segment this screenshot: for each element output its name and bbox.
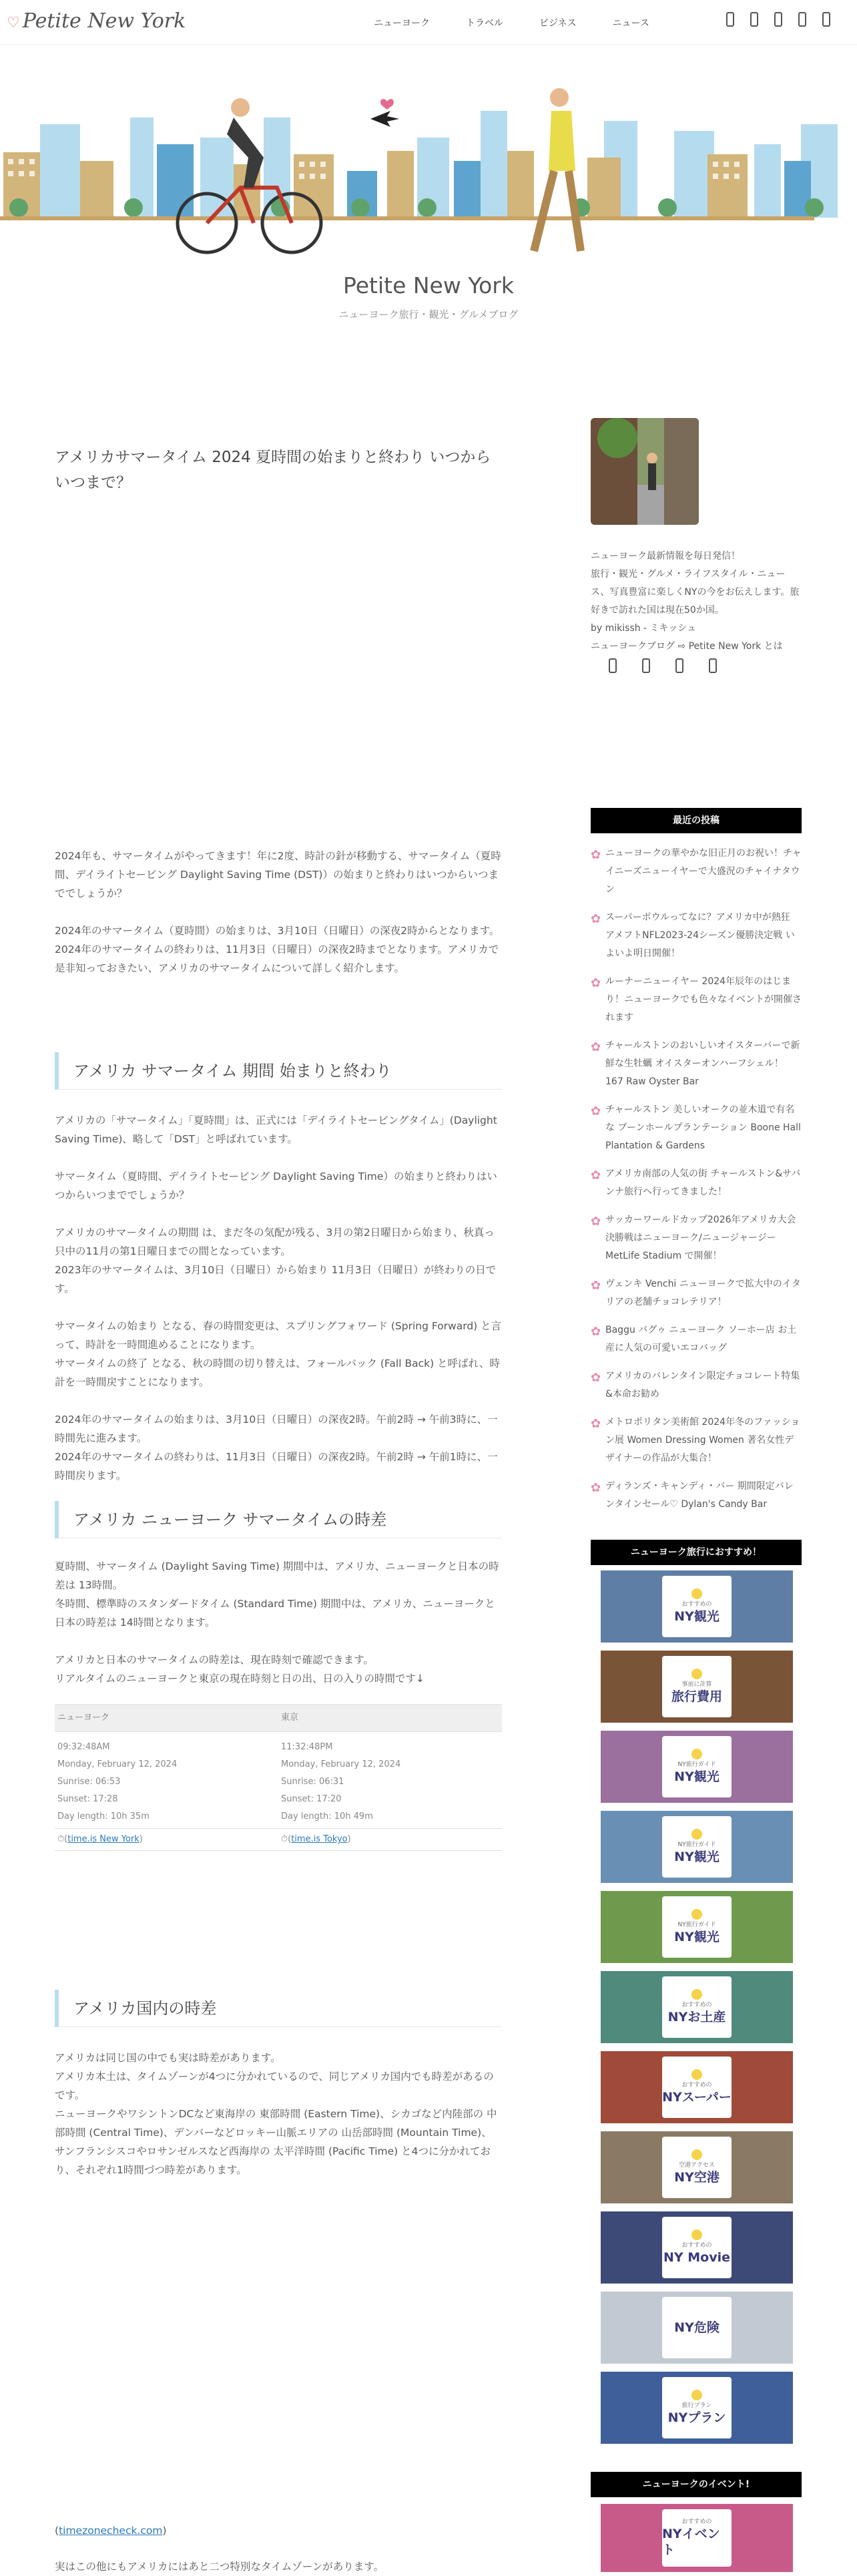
banner-card xyxy=(662,2297,732,2358)
paragraph: 冬時間、標準時のスタンダードタイム (Standard Time) 期間中は、アメリカ、ニューヨークと日本の時差は 14時間となります。 xyxy=(55,1598,495,1629)
banner-kicker: おすすめの xyxy=(681,2002,712,2008)
banner-label: NYスーパー xyxy=(662,2090,732,2105)
banner-label: NY観光 xyxy=(674,1769,720,1784)
banner-kicker: おすすめの xyxy=(681,2519,712,2525)
tokyo-daylength: Day length: 10h 49m xyxy=(281,1811,373,1821)
recommend-title: ニューヨーク旅行におすすめ！ xyxy=(591,1540,802,1565)
top-bar xyxy=(0,0,857,45)
banner-card xyxy=(662,1976,732,2038)
airplane-illustration xyxy=(370,99,399,127)
heading-ny-time-difference: アメリカ ニューヨーク サマータイムの時差 xyxy=(55,1501,502,1538)
ny-daylength: Day length: 10h 35m xyxy=(57,1811,150,1821)
recent-post-item[interactable] xyxy=(591,1275,802,1311)
paragraph: アメリカは同じ国の中でも実は時差があります。 xyxy=(55,2052,281,2064)
banner-kicker: NY旅行ガイド xyxy=(677,1761,716,1768)
recent-post-link[interactable]: ニューヨークの華やかな旧正月のお祝い！チャイニーズニューイヤーで大盛況のチャイナタウン xyxy=(605,848,802,895)
flower-icon: ✿ xyxy=(591,1215,601,1229)
intro-paragraph-2: 2024年のサマータイム（夏時間）の始まりは、3月10日（日曜日）の深夜2時からとなります。2024年のサマータイムの終わりは、11月3日（日曜日）の深夜2時までとなります。アメリカで是非知っておきたい、アメリカのサマータイムについて詳しく紹介します。 xyxy=(55,925,500,974)
timeis-tokyo-link[interactable]: time.is Tokyo xyxy=(291,1834,348,1844)
heading-dst-period: アメリカ サマータイム 期間 始まりと終わり xyxy=(55,1052,502,1090)
recent-post-item[interactable] xyxy=(591,973,802,1027)
paragraph: サマータイム（夏時間、デイライトセービング Daylight Saving Time）の始まりと終わりはいつからいつまででしょうか？ xyxy=(55,1170,497,1201)
nav-item-news[interactable]: ニュース xyxy=(612,18,649,29)
source-link-line: (timezonecheck.com) xyxy=(55,2525,167,2537)
instagram-icon[interactable] xyxy=(726,12,734,27)
badge-icon xyxy=(691,1588,702,1599)
nav-item-business[interactable]: ビジネス xyxy=(539,18,577,29)
flower-icon: ✿ xyxy=(591,976,601,990)
nav-item-travel[interactable]: トラベル xyxy=(466,18,503,29)
paragraph: 2024年のサマータイムの終わりは、11月3日（日曜日）の深夜2時。午前2時 → 午前1時に、一時間戻ります。 xyxy=(55,1451,498,1482)
recent-post-link[interactable]: スーパーボウルってなに？アメリカ中が熱狂 アメフトNFL2023-24シーズン優勝決定戦 いよいよ明日開催！ xyxy=(605,912,795,959)
banner-ny-plan[interactable] xyxy=(601,2372,793,2444)
paragraph: 2024年のサマータイムの始まりは、3月10日（日曜日）の深夜2時。午前2時 → 午前3時に、一時間先に進みます。 xyxy=(55,1414,498,1444)
events-title: ニューヨークのイベント! xyxy=(591,2472,802,2497)
recent-post-item[interactable] xyxy=(591,1211,802,1265)
banner-label: NY空港 xyxy=(674,2170,720,2185)
flower-icon: ✿ xyxy=(591,1040,601,1054)
header-social xyxy=(726,12,846,27)
paragraph: アメリカのサマータイムの期間 は、まだ冬の気配が残る、3月の第2日曜日から始まり、秋真っ只中の11月の第1日曜日までの間となっています。 xyxy=(55,1227,495,1257)
clock-link-cell: ⏱(time.is Tokyo) xyxy=(281,1834,351,1844)
recommend-banners xyxy=(601,1570,793,2452)
flower-icon: ✿ xyxy=(591,1325,601,1339)
clock-tokyo xyxy=(278,1732,502,1826)
banner-kicker: NY旅行ガイド xyxy=(677,1842,716,1848)
banner-ny-movie[interactable] xyxy=(601,2211,793,2284)
profile-about-link[interactable]: ニューヨークブログ ⇨ Petite New York とは xyxy=(591,641,783,652)
ny-sunrise: Sunrise: 06:53 xyxy=(57,1777,121,1787)
banner-card xyxy=(662,2057,732,2118)
recent-post-link[interactable]: チャールストン 美しいオークの並木道で有名な ブーンホールプランテーション Boone Hall Plantation & Gardens xyxy=(605,1104,801,1151)
world-clock-widget xyxy=(55,1704,502,1851)
banner-card xyxy=(662,1816,732,1878)
tokyo-sunrise: Sunrise: 06:31 xyxy=(281,1777,344,1787)
recent-post-item[interactable] xyxy=(591,1321,802,1357)
banner-card xyxy=(662,1736,732,1797)
clock-ny xyxy=(55,1732,278,1826)
clock-links-row xyxy=(55,1828,502,1851)
badge-icon xyxy=(691,2229,702,2240)
clock-label-tokyo: 東京 xyxy=(281,1713,299,1723)
paragraph: アメリカと日本のサマータイムの時差は、現在時刻で確認できます。 xyxy=(55,1654,374,1666)
pinterest-icon[interactable] xyxy=(798,12,806,27)
twitter-icon[interactable] xyxy=(642,658,650,673)
banner-card xyxy=(662,1656,732,1717)
flower-icon: ✿ xyxy=(591,1481,601,1495)
tokyo-time: 11:32:48PM xyxy=(281,1742,333,1752)
site-title[interactable]: Petite New York xyxy=(343,272,514,298)
sidebar-social xyxy=(609,658,742,673)
banner-card xyxy=(662,2377,732,2438)
paragraph: リアルタイムのニューヨークと東京の現在時刻と日の出、日の入りの時間です↓ xyxy=(55,1673,424,1685)
banner-label: NY危険 xyxy=(674,2320,720,2335)
badge-icon xyxy=(691,1829,702,1840)
paragraph: 夏時間、サマータイム (Daylight Saving Time) 期間中は、アメリカ、ニューヨークと日本の時差は 13時間。 xyxy=(55,1560,499,1591)
banner-ny-sightseeing[interactable] xyxy=(601,1570,793,1643)
recent-post-link[interactable]: ヴェンキ Venchi ニューヨークで拡大中のイタリアの老舗チョコレテリア！ xyxy=(605,1279,801,1307)
timeis-ny-link[interactable]: time.is New York xyxy=(67,1834,139,1844)
banner-kicker: NY旅行ガイド xyxy=(677,1922,716,1928)
intro-section xyxy=(55,847,502,996)
badge-icon xyxy=(691,2069,702,2080)
clock-header-row xyxy=(55,1704,502,1732)
badge-icon xyxy=(691,2149,702,2160)
banner-ny-danger[interactable] xyxy=(601,2292,793,2364)
flower-icon: ✿ xyxy=(591,1417,601,1431)
paragraph: アメリカの「サマータイム」「夏時間」は、正式には「デイライトセービングタイム」(Daylight Saving Time)、略して「DST」と呼ばれています。 xyxy=(55,1114,497,1145)
site-subtitle: ニューヨーク旅行・観光・グルメブログ xyxy=(338,308,519,320)
heart-icon: ♡ xyxy=(7,15,20,31)
nav-item-newyork[interactable]: ニューヨーク xyxy=(374,18,430,29)
recent-post-link[interactable]: Baggu バグゥ ニューヨーク ソーホー店 お土産に人気の可愛いエコバッグ xyxy=(605,1325,797,1353)
recent-post-link[interactable]: ディランズ・キャンディ・バー 期間限定バレンタインセール♡ Dylan's Candy Bar xyxy=(605,1481,794,1510)
banner-label: NYお土産 xyxy=(667,2010,726,2024)
profile-line: 旅行・観光・グルメ・ライフスタイル・ニュース、写真豊富に楽しくNYの今をお伝えします。旅好きで訪れた国は現在50か国。 xyxy=(591,569,800,616)
banner-kicker: 事前に計算 xyxy=(681,1681,712,1688)
tokyo-date: Monday, February 12, 2024 xyxy=(281,1759,401,1769)
banner-kicker: 旅行プラン xyxy=(681,2402,712,2409)
banner-card xyxy=(662,2137,732,2198)
recent-post-link[interactable]: アメリカのバレンタイン限定チョコレート特集&本命お勧め xyxy=(605,1371,800,1400)
banner-kicker: おすすめの xyxy=(681,2242,712,2249)
site-logo[interactable] xyxy=(7,9,186,33)
recent-post-item[interactable] xyxy=(591,1478,802,1514)
ny-sunset: Sunset: 17:28 xyxy=(57,1794,118,1804)
dst-period-section xyxy=(55,1111,502,1504)
clock-link-cell: ⏱(time.is New York) xyxy=(57,1834,143,1844)
timezonecheck-link[interactable]: timezonecheck.com xyxy=(59,2525,163,2537)
banner-label: 旅行費用 xyxy=(671,1689,722,1704)
banner-ny-supermarket[interactable] xyxy=(601,2051,793,2123)
recent-post-link[interactable]: サッカーワールドカップ2026年アメリカ大会 決勝戦はニューヨーク/ニュージャージー MetLife Stadium で開催！ xyxy=(605,1215,796,1261)
recent-post-item[interactable] xyxy=(591,1414,802,1468)
recent-post-item[interactable] xyxy=(591,1037,802,1091)
banner-ny-sightseeing-3[interactable] xyxy=(601,1811,793,1883)
intro-paragraph-1: 2024年も、サマータイムがやってきます！年に2度、時計の針が移動する、サマータイム（夏時間、デイライトセービング Daylight Saving Time (DST)）の始まりと終わりはいつからいつまででしょうか？ xyxy=(55,850,501,899)
banner-card xyxy=(662,1896,732,1958)
banner-kicker: おすすめの xyxy=(681,1601,712,1608)
flower-icon: ✿ xyxy=(591,1104,601,1118)
recent-post-item[interactable] xyxy=(591,909,802,963)
rss-icon[interactable] xyxy=(822,12,830,27)
banner-ny-sightseeing-2[interactable] xyxy=(601,1731,793,1803)
recent-post-item[interactable] xyxy=(591,845,802,899)
banner-travel-cost[interactable] xyxy=(601,1651,793,1723)
flower-icon: ✿ xyxy=(591,1279,601,1293)
banner-label: NY観光 xyxy=(674,1609,720,1624)
recent-post-item[interactable] xyxy=(591,1101,802,1155)
banner-label: NY観光 xyxy=(674,1850,720,1864)
banner-kicker: おすすめの xyxy=(681,2082,712,2089)
post-title: アメリカサマータイム 2024 夏時間の始まりと終わり いつから いつまで？ xyxy=(55,449,491,491)
hero-illustration xyxy=(0,44,857,258)
badge-icon xyxy=(691,1669,702,1679)
recent-post-link[interactable]: メトロポリタン美術館 2024年冬のファッション展 Women Dressing Women 著名女性デザイナーの作品が大集合！ xyxy=(605,1417,800,1464)
clock-label-ny: ニューヨーク xyxy=(57,1713,110,1723)
us-timezone-section xyxy=(55,2049,502,2198)
recent-post-item[interactable] xyxy=(591,1367,802,1404)
logo-text[interactable]: Petite New York xyxy=(22,9,186,33)
paragraph: 2023年のサマータイムは、3月10日（日曜日）から始まり 11月3日（日曜日）が終わりの日です。 xyxy=(55,1264,497,1295)
tokyo-sunset: Sunset: 17:20 xyxy=(281,1794,342,1804)
profile-text xyxy=(591,548,802,656)
recent-posts-list xyxy=(591,845,802,1524)
recent-post-item[interactable] xyxy=(591,1165,802,1201)
badge-icon xyxy=(691,2390,702,2400)
banner-card xyxy=(662,2509,732,2567)
banner-ny-airport[interactable] xyxy=(601,2131,793,2203)
instagram-icon[interactable] xyxy=(609,658,617,673)
paragraph: ニューヨークやワシントンDCなど東海岸の 東部時間 (Eastern Time)、シカゴなど内陸部の 中部時間 (Central Time)、デンバーなどロッキー山脈エリアの 山岳部時間 (Mountain Time)、サンフランシスコやロサンゼルスなど西海岸の 太平洋時間 (Pacific Time) と4つに分かれており、それぞれ1時間づつ時差があります。 xyxy=(55,2108,497,2176)
banner-label: NY観光 xyxy=(674,1930,720,1944)
paragraph: サマータイムの始まり となる、春の時間変更は、スプリングフォワード (Spring Forward) と言って、時計を一時間進めることになります。 xyxy=(55,1320,502,1351)
city-skyline-illustration xyxy=(0,44,857,258)
main-nav xyxy=(374,16,685,29)
ny-date: Monday, February 12, 2024 xyxy=(57,1759,178,1769)
recent-posts-title: 最近の投稿 xyxy=(591,808,802,833)
banner-ny-sightseeing-4[interactable] xyxy=(601,1891,793,1963)
pinterest-icon[interactable] xyxy=(709,658,717,673)
twitter-icon[interactable] xyxy=(750,12,758,27)
clock-body-row xyxy=(55,1732,502,1826)
ny-time: 09:32:48AM xyxy=(57,1742,110,1752)
banner-card xyxy=(662,1576,732,1637)
profile-author: by mikissh - ミキッシュ xyxy=(591,623,696,634)
badge-icon xyxy=(691,1989,702,2000)
banner-kicker: 空港アクセス xyxy=(679,2162,715,2169)
recent-post-link[interactable]: アメリカ南部の人気の街 チャールストン&サバンナ旅行へ行ってきました！ xyxy=(605,1168,801,1197)
profile-photo[interactable] xyxy=(591,418,699,525)
badge-icon xyxy=(691,1909,702,1920)
flower-icon: ✿ xyxy=(591,1371,601,1385)
paragraph: サマータイムの終了 となる、秋の時間の切り替えは、フォールバック (Fall Back) と呼ばれ、時計を一時間戻すことになります。 xyxy=(55,1357,500,1388)
banner-ny-souvenir[interactable] xyxy=(601,1971,793,2043)
recent-post-link[interactable]: チャールストンのおいしいオイスターバーで新鮮な生牡蠣 オイスターオンハーフシェル！ 167 Raw Oyster Bar xyxy=(605,1040,800,1087)
facebook-icon[interactable] xyxy=(675,658,683,673)
paragraph-last: 実はこの他にもアメリカにはあと二つ特別なタイムゾーンがあります。 xyxy=(55,2561,384,2573)
badge-icon xyxy=(691,1749,702,1759)
recent-post-link[interactable]: ルーナーニューイヤー 2024年辰年のはじまり！ニューヨークでも色々なイベントが開催されます xyxy=(605,976,802,1023)
banner-label: NYプラン xyxy=(667,2410,726,2425)
banner-ny-events[interactable] xyxy=(601,2504,793,2572)
flower-icon: ✿ xyxy=(591,848,601,862)
banner-label: NYイベント xyxy=(662,2527,720,2557)
flower-icon: ✿ xyxy=(591,912,601,926)
paragraph: アメリカ本土は、タイムゾーンが4つに分かれているので、同じアメリカ国内でも時差があるのです。 xyxy=(55,2071,494,2101)
heading-us-time-zones: アメリカ国内の時差 xyxy=(55,1990,502,2027)
banner-card xyxy=(662,2217,732,2278)
facebook-icon[interactable] xyxy=(774,12,782,27)
flower-icon: ✿ xyxy=(591,1168,601,1183)
banner-label: NY Movie xyxy=(663,2250,731,2265)
time-difference-section xyxy=(55,1557,502,1707)
woman-walking-illustration xyxy=(534,88,581,251)
profile-line: ニューヨーク最新情報を毎日発信！ xyxy=(591,551,740,562)
